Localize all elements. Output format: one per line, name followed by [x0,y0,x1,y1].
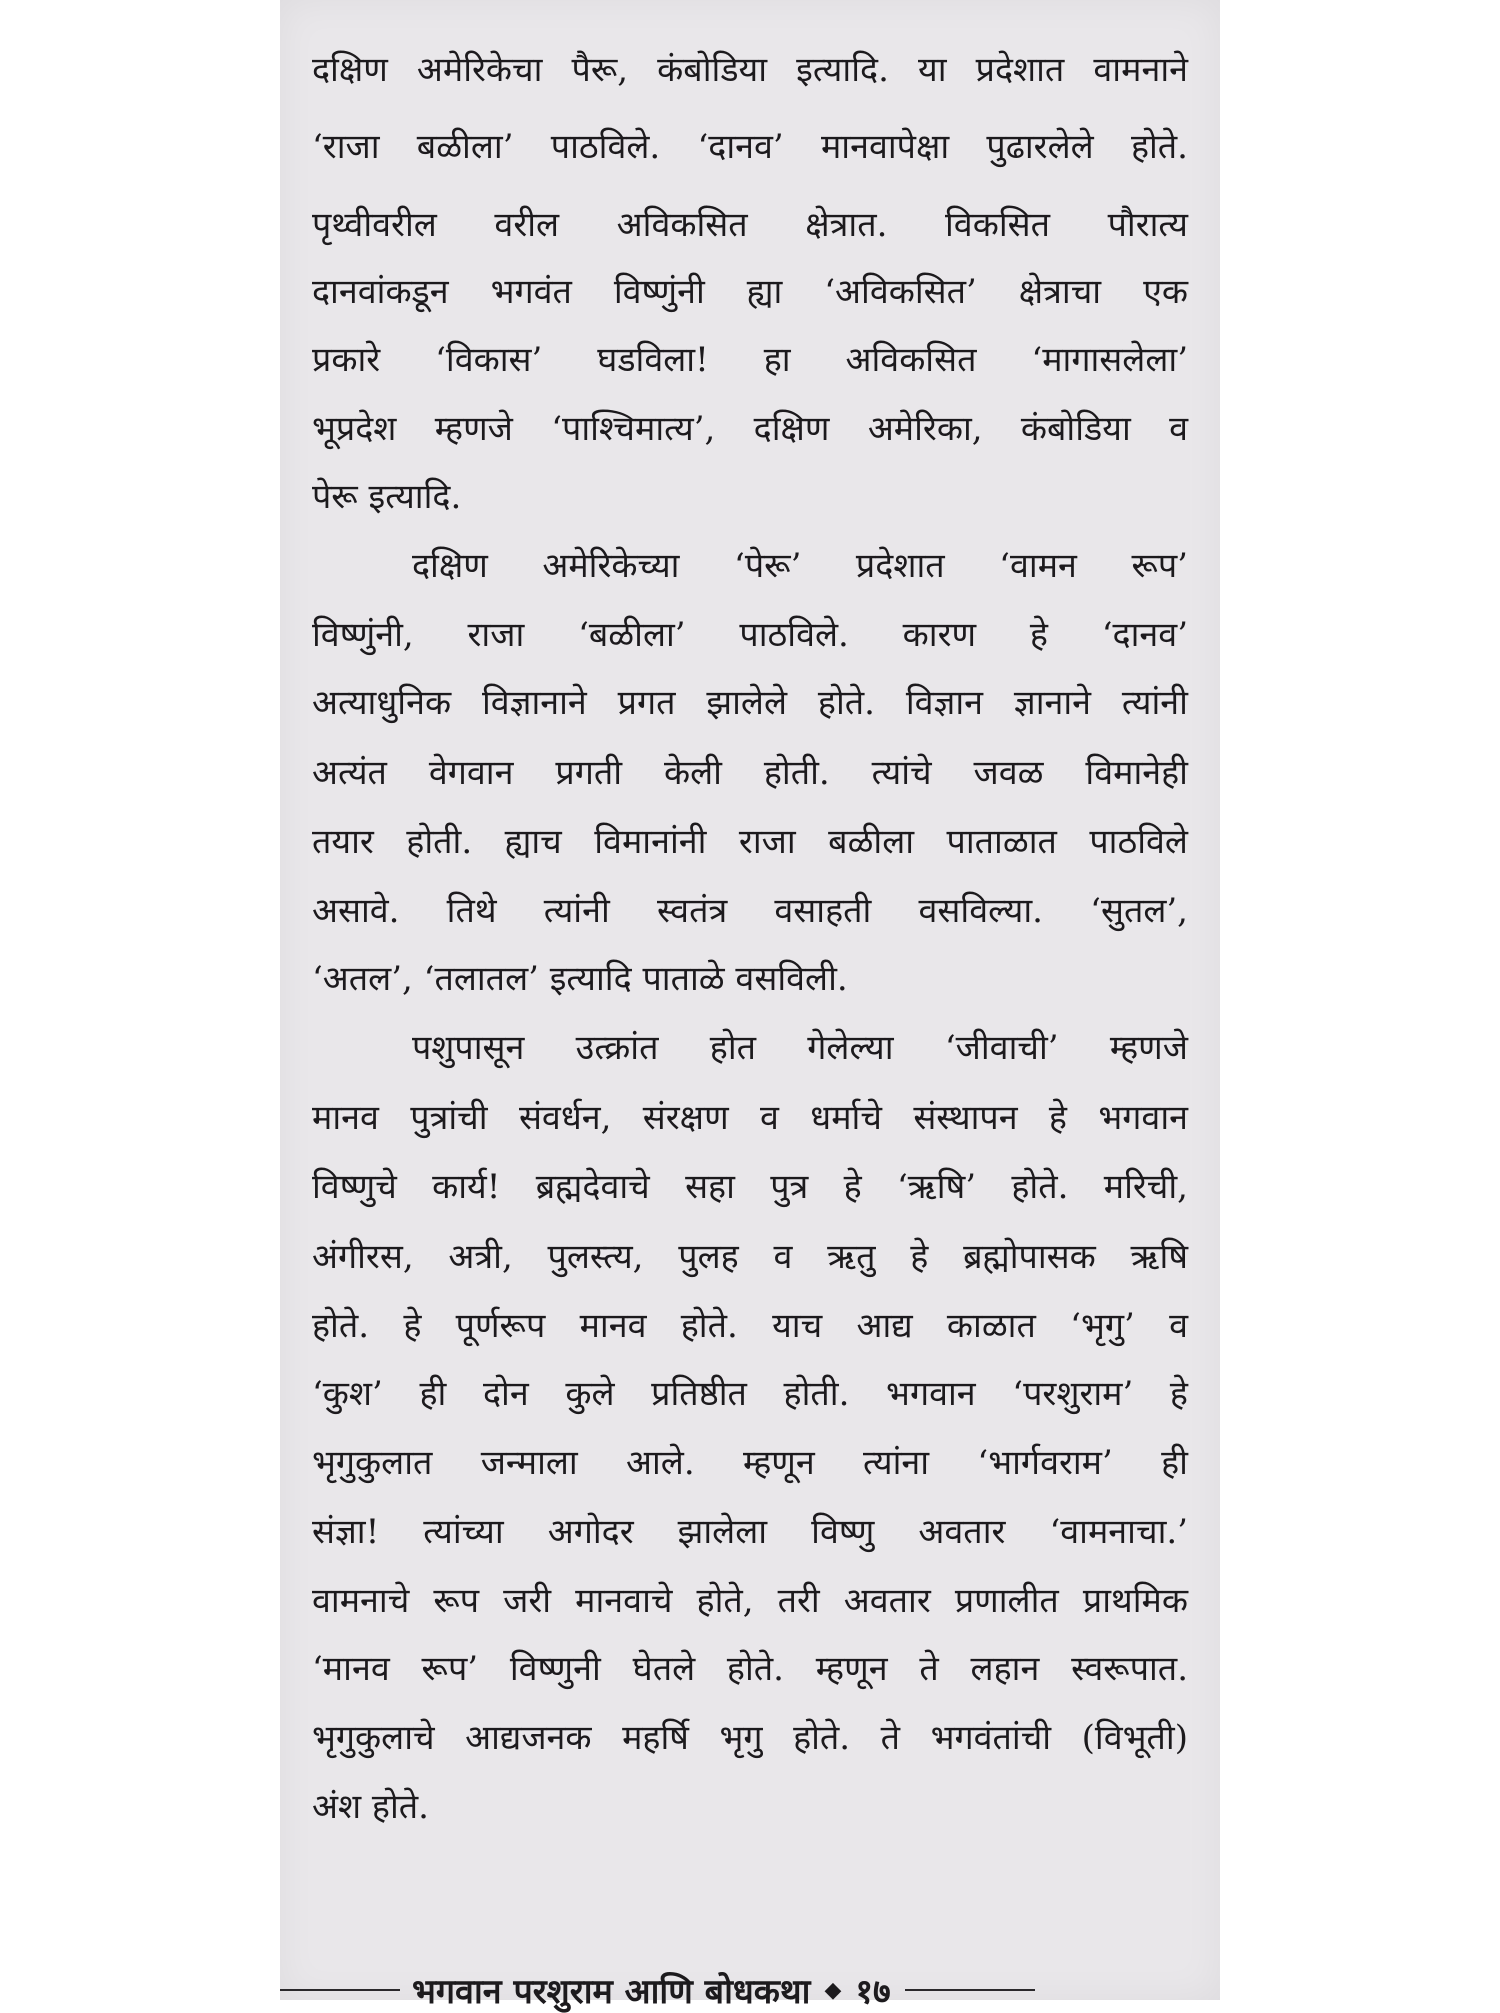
text-line-1: दक्षिण अमेरिकेचा पैरू, कंबोडिया इत्यादि. या प्रदेशात वामनाने [312,50,1188,90]
text-line-19: होते. हे पूर्णरूप मानव होते. याच आद्य काळात ‘भृगु’ व [312,1306,1188,1346]
text-line-8: दक्षिण अमेरिकेच्या ‘पेरू’ प्रदेशात ‘वामन रूप’ [412,546,1188,586]
text-line-7: पेरू इत्यादि. [312,477,462,517]
page-number: १७ [855,1972,891,2012]
page-footer [280,1968,1220,2012]
text-line-20: ‘कुश’ ही दोन कुले प्रतिष्ठीत होती. भगवान ‘परशुराम’ हे [312,1374,1188,1414]
text-line-23: वामनाचे रूप जरी मानवाचे होते, तरी अवतार प्रणालीत प्राथमिक [312,1581,1188,1621]
footer-rule-right [905,1989,1035,1991]
text-line-10: अत्याधुनिक विज्ञानाने प्रगत झालेले होते. विज्ञान ज्ञानाने त्यांनी [312,683,1188,723]
text-line-18: अंगीरस, अत्री, पुलस्त्य, पुलह व ऋतु हे ब्रह्मोपासक ऋषि [312,1237,1188,1277]
text-line-4: दानवांकडून भगवंत विष्णुंनी ह्या ‘अविकसित’ क्षेत्राचा एक [312,272,1188,312]
text-line-15: पशुपासून उत्क्रांत होत गेलेल्या ‘जीवाची’ म्हणजे [412,1028,1188,1068]
footer-rule-left [280,1989,400,1991]
text-line-26: अंश होते. [312,1787,429,1827]
text-line-6: भूप्रदेश म्हणजे ‘पाश्चिमात्य’, दक्षिण अमेरिका, कंबोडिया व [312,409,1188,449]
text-line-13: असावे. तिथे त्यांनी स्वतंत्र वसाहती वसविल्या. ‘सुतल’, [312,891,1188,931]
text-line-14: ‘अतल’, ‘तलातल’ इत्यादि पाताळे वसविली. [312,959,848,999]
text-line-16: मानव पुत्रांची संवर्धन, संरक्षण व धर्माचे संस्थापन हे भगवान [312,1098,1188,1138]
text-line-24: ‘मानव रूप’ विष्णुनी घेतले होते. म्हणून ते लहान स्वरूपात. [312,1649,1188,1689]
text-line-3: पृथ्वीवरील वरील अविकसित क्षेत्रात. विकसित पौरात्य [312,205,1188,245]
diamond-icon: ◆ [824,1977,842,2003]
text-line-22: संज्ञा! त्यांच्या अगोदर झालेला विष्णु अवतार ‘वामनाचा.’ [312,1512,1188,1552]
book-page [280,0,1220,2012]
footer-book-title: भगवान परशुराम आणि बोधकथा [412,1972,811,2012]
text-line-25: भृगुकुलाचे आद्यजनक महर्षि भृगु होते. ते भगवंतांची (विभूती) [312,1718,1188,1758]
text-line-21: भृगुकुलात जन्माला आले. म्हणून त्यांना ‘भार्गवराम’ ही [312,1443,1188,1483]
text-line-5: प्रकारे ‘विकास’ घडविला! हा अविकसित ‘मागासलेला’ [312,340,1188,380]
text-line-11: अत्यंत वेगवान प्रगती केली होती. त्यांचे जवळ विमानेही [312,753,1188,793]
text-line-9: विष्णुंनी, राजा ‘बळीला’ पाठविले. कारण हे ‘दानव’ [312,615,1188,655]
text-line-12: तयार होती. ह्याच विमानांनी राजा बळीला पाताळात पाठविले [312,822,1188,862]
text-line-17: विष्णुचे कार्य! ब्रह्मदेवाचे सहा पुत्र हे ‘ऋषि’ होते. मरिची, [312,1167,1188,1207]
text-line-2: ‘राजा बळीला’ पाठविले. ‘दानव’ मानवापेक्षा पुढारलेले होते. [312,127,1188,167]
